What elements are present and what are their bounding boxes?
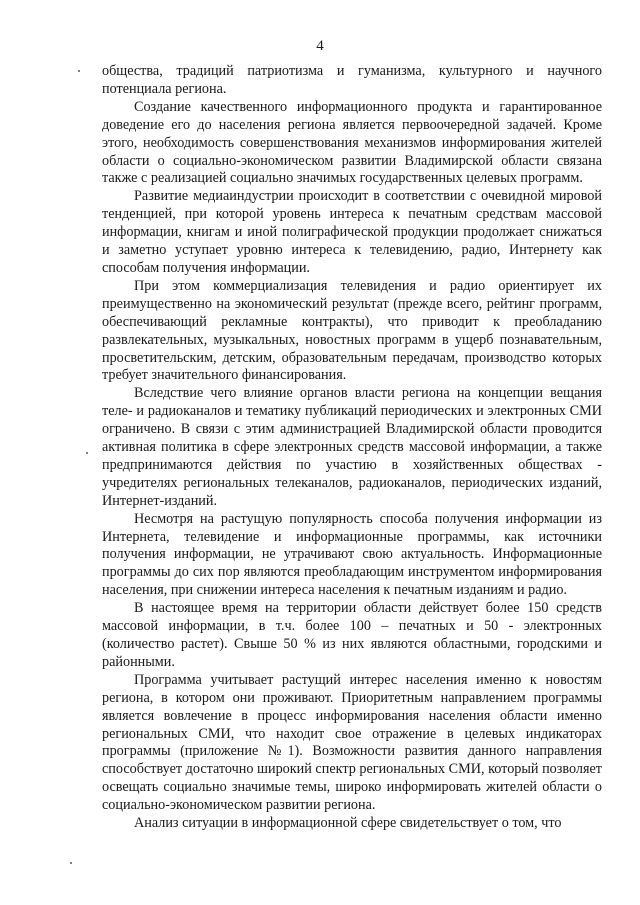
- scan-speck: [86, 452, 88, 454]
- paragraph: Анализ ситуации в информационной сфере свидетельствует о том, что: [134, 815, 562, 832]
- paragraph: Несмотря на растущую популярность способа получения информации из Интернета, телевидение и информационные программы, как источники получения информации, не утрачивают свою актуальность. Информационные программы до сих пор являются преобладающим инструментом информирования населения, при снижении интереса населения к печатным изданиям и радио.: [102, 510, 602, 599]
- page-number: 4: [316, 38, 324, 54]
- paragraph: Создание качественного информационного продукта и гарантированное доведение его до населения региона является первоочередной задачей. Кроме этого, необходимость совершенствования механизмов информирования жителей области о социально-экономическом развитии Владимирской области связана также с реализацией социально значимых государственных целевых программ.: [102, 98, 602, 187]
- scan-speck: [70, 862, 72, 864]
- paragraph: Развитие медиаиндустрии происходит в соответствии с очевидной мировой тенденцией, при которой уровень интереса к печатным средствам массовой информации, книгам и иной полиграфической продукции продолжает снижаться и заметно уступает уровню интереса к телевидению, радио, Интернету как способам получения информации.: [102, 188, 602, 276]
- paragraph: В настоящее время на территории области действует более 150 средств массовой информации, в т.ч. более 100 – печатных и 50 - электронных (количество растет). Свыше 50 % из них являются областными, городскими и районными.: [102, 600, 602, 670]
- paragraph-continuation: общества, традиций патриотизма и гуманизма, культурного и научного потенциала региона.: [102, 63, 602, 97]
- body-text: [102, 63, 602, 833]
- paragraph: При этом коммерциализация телевидения и радио ориентирует их преимущественно на экономический результат (прежде всего, рейтинг программ, обеспечивающий рекламные контракты), что приводит к преобладанию развлекательных, музыкальных, новостных программ в ущерб познавательным, просветительским, детским, образовательным передачам, производство которых требует значительного финансирования.: [102, 277, 602, 384]
- paragraph: Вследствие чего влияние органов власти региона на концепции вещания теле- и радиоканалов и тематику публикаций периодических и электронных СМИ ограничено. В связи с этим администрацией Владимирской области проводится активная политика в сфере электронных средств массовой информации, а также предпринимаются действия по участию в хозяйственных обществах - учредителях региональных телеканалов, радиоканалов, периодических изданий, Интернет-изданий.: [102, 385, 602, 509]
- paragraph: Программа учитывает растущий интерес населения именно к новостям региона, в котором они проживают. Приоритетным направлением программы является вовлечение в процесс информирования населения области именно региональных СМИ, что находит свое отражение в целевых индикаторах программы (приложение №1). Возможности развития данного направления способствует достаточно широкий спектр региональных СМИ, который позволяет освещать социально значимые темы, широко информировать жителей области о социально-экономическом развитии региона.: [102, 671, 602, 814]
- scan-speck: [78, 70, 80, 72]
